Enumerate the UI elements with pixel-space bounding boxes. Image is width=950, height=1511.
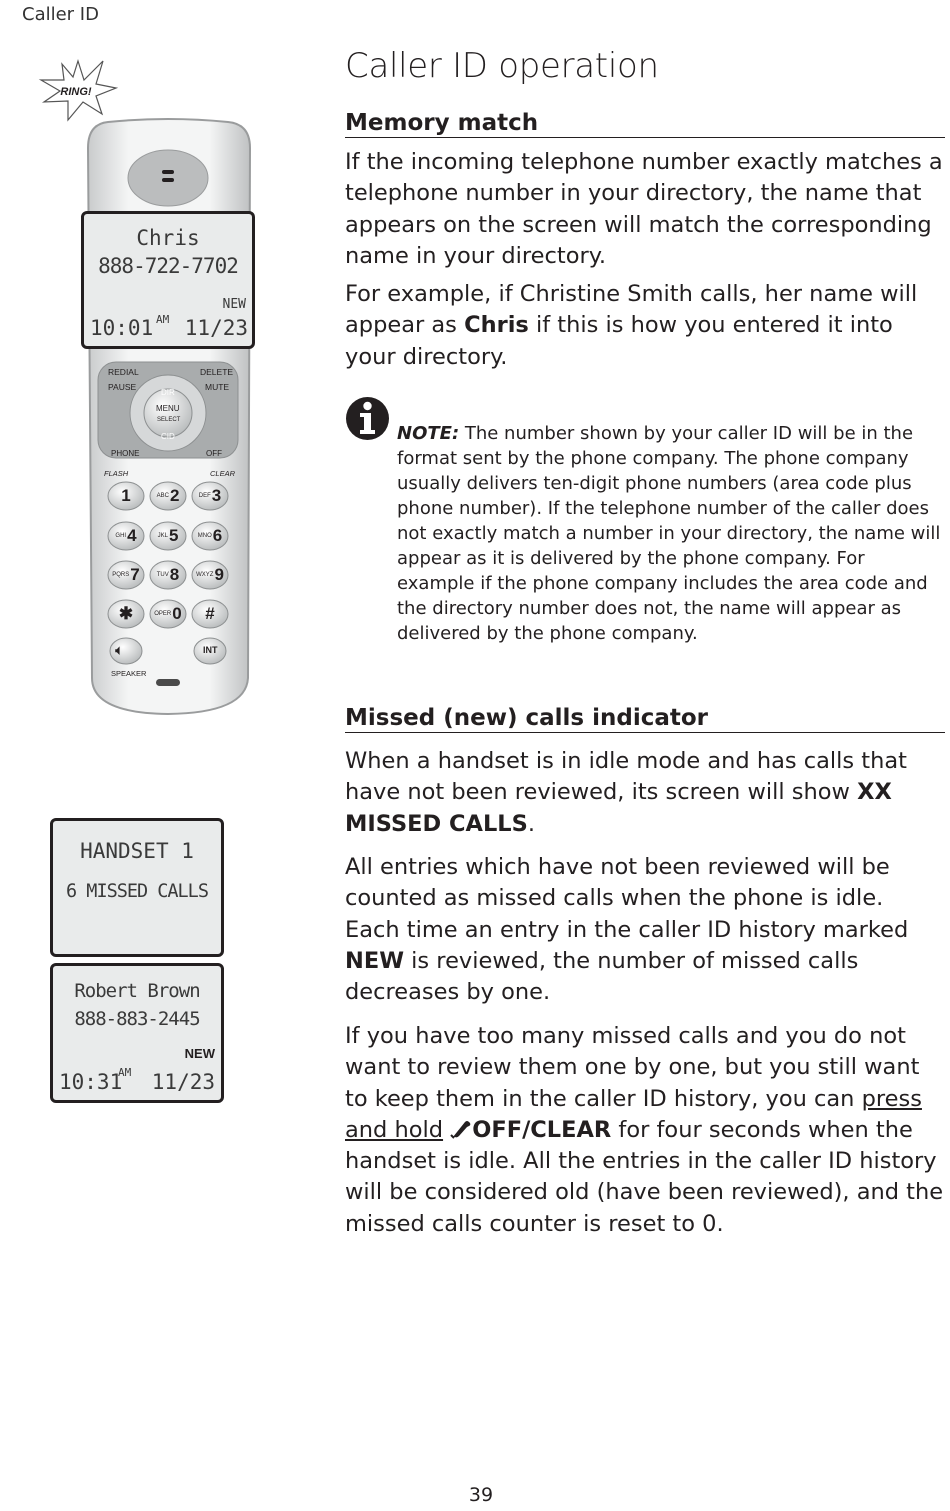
digit-key — [108, 564, 144, 586]
digit-key-letters: ABC — [156, 493, 169, 499]
digit-key-number: 1 — [121, 486, 131, 505]
missed-paragraph-1: When a handset is in idle mode and has calls that have not been reviewed, its screen will show XX MISSED CALLS. — [345, 748, 907, 837]
call-date: 11/23 — [184, 316, 248, 340]
caller-name: Chris — [136, 226, 200, 250]
digit-key-letters: WXYZ — [196, 572, 214, 578]
digit-key-number: 9 — [214, 565, 224, 584]
digit-key-number: 4 — [127, 526, 137, 545]
digit-key-letters: DEF — [198, 493, 211, 499]
digit-key-letters: OPER — [154, 611, 172, 617]
digit-key-number: 7 — [130, 565, 140, 584]
call-ampm: AM — [156, 313, 170, 326]
digit-key — [150, 525, 186, 547]
caller-number: 888-722-7702 — [98, 254, 238, 278]
speaker-label: SPEAKER — [111, 669, 147, 678]
info-icon — [345, 396, 390, 441]
handset-label: HANDSET 1 — [80, 839, 194, 863]
call-time: 10:01 — [90, 316, 154, 340]
memory-match-paragraph-1: If the incoming telephone number exactly matches a telephone number in your directory, the name that appears on the screen will match the corresponding name in your directory. — [345, 149, 943, 269]
digit-key — [192, 485, 228, 507]
digit-key-number: 2 — [169, 486, 180, 505]
digit-key — [150, 485, 186, 507]
entry-date: 11/23 — [151, 1070, 215, 1094]
memory-match-paragraph-2: For example, if Christine Smith calls, her name will appear as Chris if this is how you entered it into your directory. — [345, 281, 918, 370]
digit-key-letters: TUV — [156, 572, 169, 578]
page-title: Caller ID operation — [345, 46, 659, 86]
redial-label: REDIAL — [108, 367, 139, 377]
digit-key — [150, 564, 186, 586]
digit-key-letters: JKL — [157, 533, 168, 539]
digit-key-number: 0 — [172, 604, 182, 623]
cid-label: CID — [161, 432, 175, 441]
digit-key-letters: GHI — [115, 533, 127, 539]
delete-label: DELETE — [200, 367, 234, 377]
page-number: 39 — [468, 1484, 494, 1506]
digit-key — [192, 603, 228, 625]
off-label: OFF — [206, 449, 222, 458]
pause-label: PAUSE — [108, 382, 137, 392]
entry-name: Robert Brown — [74, 980, 200, 1002]
digit-key — [108, 525, 144, 547]
handset-labels — [78, 118, 258, 718]
ring-label: RING! — [60, 86, 92, 98]
entry-new-indicator: NEW — [184, 1046, 215, 1061]
clear-label: CLEAR — [210, 469, 236, 478]
digit-key — [150, 603, 186, 625]
press-and-hold-text: press and hold — [345, 1085, 922, 1143]
memory-match-heading: Memory match — [345, 110, 945, 138]
missed-calls-heading: Missed (new) calls indicator — [345, 705, 945, 733]
ring-starburst-icon — [38, 58, 118, 124]
phone-label: PHONE — [111, 449, 140, 458]
section-header: Caller ID — [22, 4, 99, 25]
mute-label: MUTE — [205, 382, 230, 392]
digit-key — [192, 525, 228, 547]
speaker-icon: 🔈︎ — [115, 642, 125, 659]
int-key-label: INT — [203, 645, 218, 655]
menu-label: MENU — [156, 404, 180, 413]
digit-key-letters: PQRS — [112, 572, 130, 578]
new-indicator: NEW — [222, 297, 246, 312]
digit-key — [108, 485, 144, 507]
caller-entry-screen — [50, 963, 224, 1103]
flash-label: FLASH — [104, 469, 129, 478]
handset-screen — [81, 211, 255, 349]
digit-key-letters: MNO — [197, 533, 212, 539]
off-phone-icon — [450, 1119, 472, 1139]
entry-ampm: AM — [118, 1066, 132, 1079]
entry-number: 888-883-2445 — [74, 1008, 200, 1030]
missed-calls-count: 6 MISSED CALLS — [66, 881, 208, 902]
missed-paragraph-2: All entries which have not been reviewed will be counted as missed calls when the phone is idle. Each time an entry in the caller ID history marked NEW is reviewed, the number of missed calls decreases by one. — [345, 854, 909, 1006]
digit-key-number: 6 — [212, 526, 223, 545]
digit-key-number: 5 — [168, 526, 179, 545]
digit-key — [108, 603, 144, 625]
dir-label: DIR — [161, 388, 175, 397]
note-text: NOTE: The number shown by your caller ID will be in the format sent by the phone company. The phone company usually delivers ten-digit phone numbers (area code plus phone number). If the telephone number of the caller does not exactly match a number in your directory, the name will appear as it is delivered by the phone company. For example if the phone company includes the area code and the directory number does not, the name will appear as delivered by the phone company. — [397, 423, 941, 644]
missed-paragraph-3: If you have too many missed calls and you do not want to review them one by one, but you still want to keep them in the caller ID history, you can press and hold OFF/CLEAR for four seconds when the handset is idle. All the entries in the caller ID history will be considered old (have been reviewed), and the missed calls counter is reset to 0. — [345, 1023, 944, 1237]
digit-key-number: ✱ — [118, 604, 134, 623]
entry-time: 10:31 — [59, 1070, 123, 1094]
digit-key-number: 3 — [211, 486, 222, 505]
missed-calls-screen — [50, 818, 224, 957]
digit-key-number: 8 — [169, 565, 180, 584]
select-label: SELECT — [157, 417, 181, 423]
digit-key — [192, 564, 228, 586]
digit-key-number: # — [205, 604, 215, 623]
